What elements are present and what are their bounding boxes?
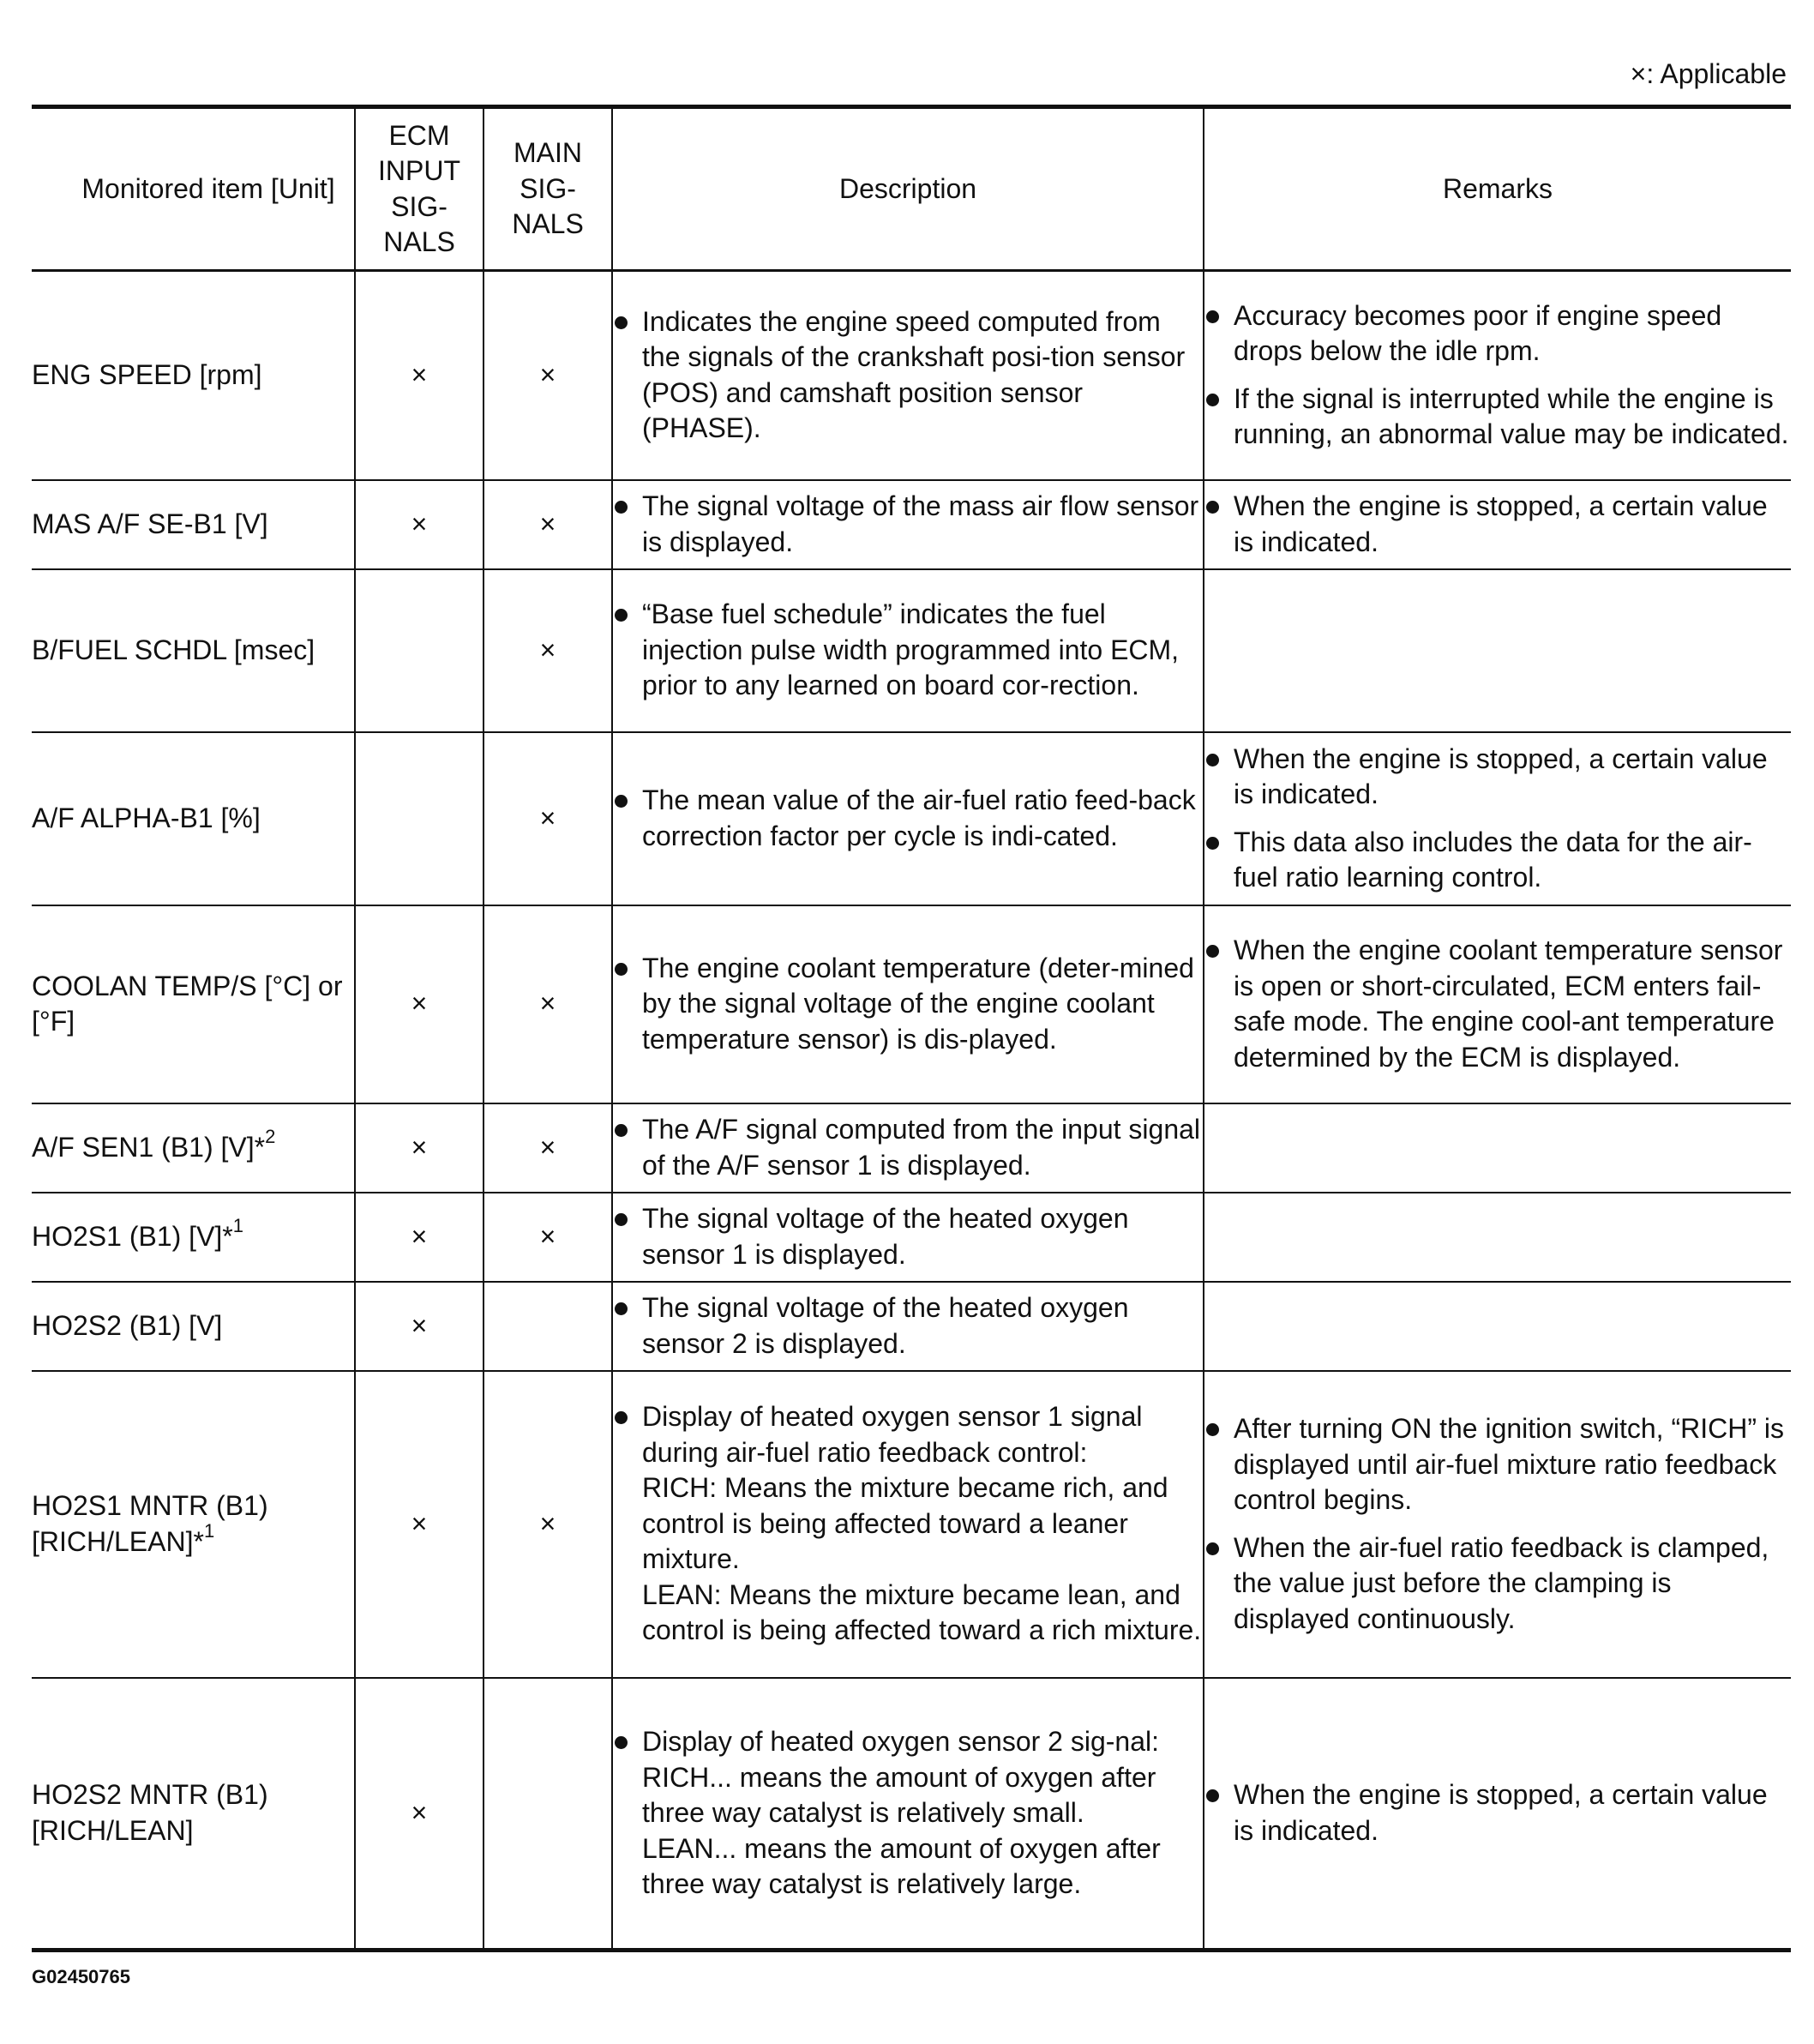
ecm-input-mark: ×	[355, 1103, 484, 1193]
remark-bullet	[1204, 1777, 1791, 1849]
main-signal-mark	[484, 1282, 612, 1371]
remarks-list	[1204, 742, 1791, 896]
remark-bullet	[1204, 1530, 1791, 1638]
table-row	[32, 1193, 1791, 1282]
description-bullet	[613, 1201, 1203, 1272]
description-list	[613, 951, 1203, 1058]
remarks-list	[1204, 933, 1791, 1075]
monitored-item-cell	[32, 569, 355, 732]
header-ecm-input-signals: ECM INPUT SIG- NALS	[355, 107, 484, 271]
header-row	[32, 107, 1791, 271]
description-cell	[612, 271, 1204, 480]
remark-text: If the signal is interrupted while the engine is running, an abnormal value may be indicated.	[1234, 382, 1789, 450]
monitored-item-cell	[32, 1371, 355, 1678]
footnote-ref: 1	[232, 1215, 243, 1237]
monitored-item-cell	[32, 480, 355, 569]
description-text: The signal voltage of the heated oxygen sensor 1 is displayed.	[642, 1203, 1129, 1270]
remark-text: When the engine coolant temperature sensor is open or short-circulated, ECM enters fail-safe mode. The engine cool-ant temperature determined by the ECM is displayed.	[1234, 935, 1783, 1073]
remarks-list	[1204, 298, 1791, 453]
remark-bullet	[1204, 489, 1791, 560]
description-list	[613, 1290, 1203, 1362]
description-list	[613, 1399, 1203, 1649]
remark-bullet	[1204, 382, 1791, 453]
ecm-input-mark	[355, 569, 484, 732]
description-bullet	[613, 951, 1203, 1058]
main-signal-mark: ×	[484, 1371, 612, 1678]
table-row	[32, 1103, 1791, 1193]
table-body	[32, 271, 1791, 1951]
monitored-item-cell	[32, 732, 355, 905]
description-text: The mean value of the air-fuel ratio feed-back correction factor per cycle is indi-cated.	[642, 785, 1196, 851]
remark-bullet	[1204, 825, 1791, 896]
remarks-cell	[1204, 1193, 1791, 1282]
remark-text: When the engine is stopped, a certain value is indicated.	[1234, 1779, 1768, 1846]
monitored-item-name: HO2S1 (B1) [V]*	[32, 1220, 233, 1252]
monitored-item-name: HO2S2 (B1) [V]	[32, 1309, 223, 1341]
remark-text: When the engine is stopped, a certain value is indicated.	[1234, 742, 1768, 809]
monitored-item-cell	[32, 1678, 355, 1951]
description-list	[613, 1724, 1203, 1903]
remarks-cell	[1204, 480, 1791, 569]
main-signal-mark: ×	[484, 569, 612, 732]
remark-text: This data also includes the data for the air-fuel ratio learning control.	[1234, 826, 1752, 893]
remarks-list	[1204, 1777, 1791, 1849]
footnote-ref: 2	[265, 1126, 276, 1148]
remarks-cell	[1204, 732, 1791, 905]
main-signal-mark: ×	[484, 480, 612, 569]
description-cell	[612, 732, 1204, 905]
description-text: “Base fuel schedule” indicates the fuel injection pulse width programmed into ECM, prior to any learned on board cor-rection.	[642, 598, 1180, 701]
remarks-cell	[1204, 1282, 1791, 1371]
main-signal-mark: ×	[484, 905, 612, 1103]
ecm-input-mark: ×	[355, 1282, 484, 1371]
description-text: The signal voltage of the heated oxygen sensor 2 is displayed.	[642, 1292, 1129, 1359]
description-list	[613, 597, 1203, 704]
description-bullet	[613, 1112, 1203, 1183]
main-signal-mark: ×	[484, 271, 612, 480]
monitored-item-cell	[32, 271, 355, 480]
description-cell	[612, 1282, 1204, 1371]
remarks-list	[1204, 1411, 1791, 1637]
ecm-input-mark: ×	[355, 1193, 484, 1282]
description-list	[613, 783, 1203, 854]
main-signal-mark: ×	[484, 1103, 612, 1193]
remarks-cell	[1204, 905, 1791, 1103]
main-signal-mark: ×	[484, 732, 612, 905]
description-bullet	[613, 783, 1203, 854]
description-bullet	[613, 597, 1203, 704]
table-row	[32, 732, 1791, 905]
main-signal-mark: ×	[484, 1193, 612, 1282]
monitored-item-cell	[32, 1193, 355, 1282]
description-text: Indicates the engine speed computed from the signals of the crankshaft posi-tion sensor (POS) and camshaft position sensor (PHASE).	[642, 305, 1186, 444]
description-bullet	[613, 1724, 1203, 1903]
monitored-item-name: A/F SEN1 (B1) [V]*	[32, 1131, 266, 1163]
remarks-cell	[1204, 1678, 1791, 1951]
description-list	[613, 304, 1203, 447]
description-text: Display of heated oxygen sensor 1 signal during air-fuel ratio feedback control: RICH: Means the mixture became rich, and control is being affected toward a leaner mixture. LEAN: Means the mixture became lean, and control is being affected toward a rich mixture.	[642, 1401, 1202, 1646]
remarks-cell	[1204, 271, 1791, 480]
remarks-cell	[1204, 1103, 1791, 1193]
monitored-item-cell	[32, 1103, 355, 1193]
description-text: The A/F signal computed from the input signal of the A/F sensor 1 is displayed.	[642, 1114, 1201, 1181]
remarks-cell	[1204, 1371, 1791, 1678]
table-row	[32, 569, 1791, 732]
description-cell	[612, 905, 1204, 1103]
remark-bullet	[1204, 1411, 1791, 1518]
header-remarks: Remarks	[1204, 107, 1791, 271]
main-signal-mark	[484, 1678, 612, 1951]
monitored-item-name: B/FUEL SCHDL [msec]	[32, 634, 315, 665]
remarks-list	[1204, 489, 1791, 560]
remark-text: When the air-fuel ratio feedback is clamped, the value just before the clamping is displayed continuously.	[1234, 1531, 1769, 1634]
description-list	[613, 489, 1203, 560]
remark-bullet	[1204, 298, 1791, 370]
table-row	[32, 905, 1791, 1103]
ecm-input-mark: ×	[355, 1371, 484, 1678]
remark-bullet	[1204, 742, 1791, 813]
description-bullet	[613, 1399, 1203, 1649]
monitored-item-cell	[32, 1282, 355, 1371]
remarks-cell	[1204, 569, 1791, 732]
applicable-legend: ×: Applicable	[1630, 58, 1787, 89]
monitored-item-name: A/F ALPHA-B1 [%]	[32, 802, 261, 833]
monitored-item-name: HO2S2 MNTR (B1) [RICH/LEAN]	[32, 1779, 268, 1846]
description-cell	[612, 480, 1204, 569]
description-list	[613, 1201, 1203, 1272]
table-row	[32, 1282, 1791, 1371]
ecm-input-mark: ×	[355, 480, 484, 569]
description-cell	[612, 1678, 1204, 1951]
description-cell	[612, 1103, 1204, 1193]
description-cell	[612, 1371, 1204, 1678]
description-text: The engine coolant temperature (deter-mined by the signal voltage of the engine coolant temperature sensor) is dis-played.	[642, 952, 1194, 1055]
table-row	[32, 480, 1791, 569]
table-row	[32, 1678, 1791, 1951]
figure-code: G02450765	[32, 1966, 130, 1987]
description-cell	[612, 1193, 1204, 1282]
ecm-input-mark	[355, 732, 484, 905]
remark-bullet	[1204, 933, 1791, 1075]
monitored-items-table	[32, 105, 1791, 1952]
footnote-ref: 1	[203, 1519, 215, 1542]
description-list	[613, 1112, 1203, 1183]
monitored-item-cell	[32, 905, 355, 1103]
table-row	[32, 1371, 1791, 1678]
remark-text: Accuracy becomes poor if engine speed drops below the idle rpm.	[1234, 299, 1722, 367]
header-description: Description	[612, 107, 1204, 271]
monitored-item-name: ENG SPEED [rpm]	[32, 359, 262, 390]
ecm-input-mark: ×	[355, 1678, 484, 1951]
monitored-item-name: MAS A/F SE-B1 [V]	[32, 508, 268, 539]
monitored-item-name: HO2S1 MNTR (B1) [RICH/LEAN]*	[32, 1490, 268, 1557]
monitored-item-name: COOLAN TEMP/S [°C] or [°F]	[32, 970, 343, 1037]
header-main-signals: MAIN SIG- NALS	[484, 107, 612, 271]
header-monitored-item: Monitored item [Unit]	[32, 107, 355, 271]
remark-text: When the engine is stopped, a certain value is indicated.	[1234, 490, 1768, 557]
description-text: The signal voltage of the mass air flow sensor is displayed.	[642, 490, 1199, 557]
description-bullet	[613, 1290, 1203, 1362]
description-cell	[612, 569, 1204, 732]
ecm-input-mark: ×	[355, 271, 484, 480]
remark-text: After turning ON the ignition switch, “RICH” is displayed until air-fuel mixture ratio feedback control begins.	[1234, 1413, 1784, 1515]
table-row	[32, 271, 1791, 480]
description-bullet	[613, 304, 1203, 447]
ecm-input-mark: ×	[355, 905, 484, 1103]
description-bullet	[613, 489, 1203, 560]
description-text: Display of heated oxygen sensor 2 sig-nal: RICH... means the amount of oxygen after three way catalyst is relatively small. LEAN... means the amount of oxygen after three way catalyst is relatively large.	[642, 1726, 1161, 1899]
